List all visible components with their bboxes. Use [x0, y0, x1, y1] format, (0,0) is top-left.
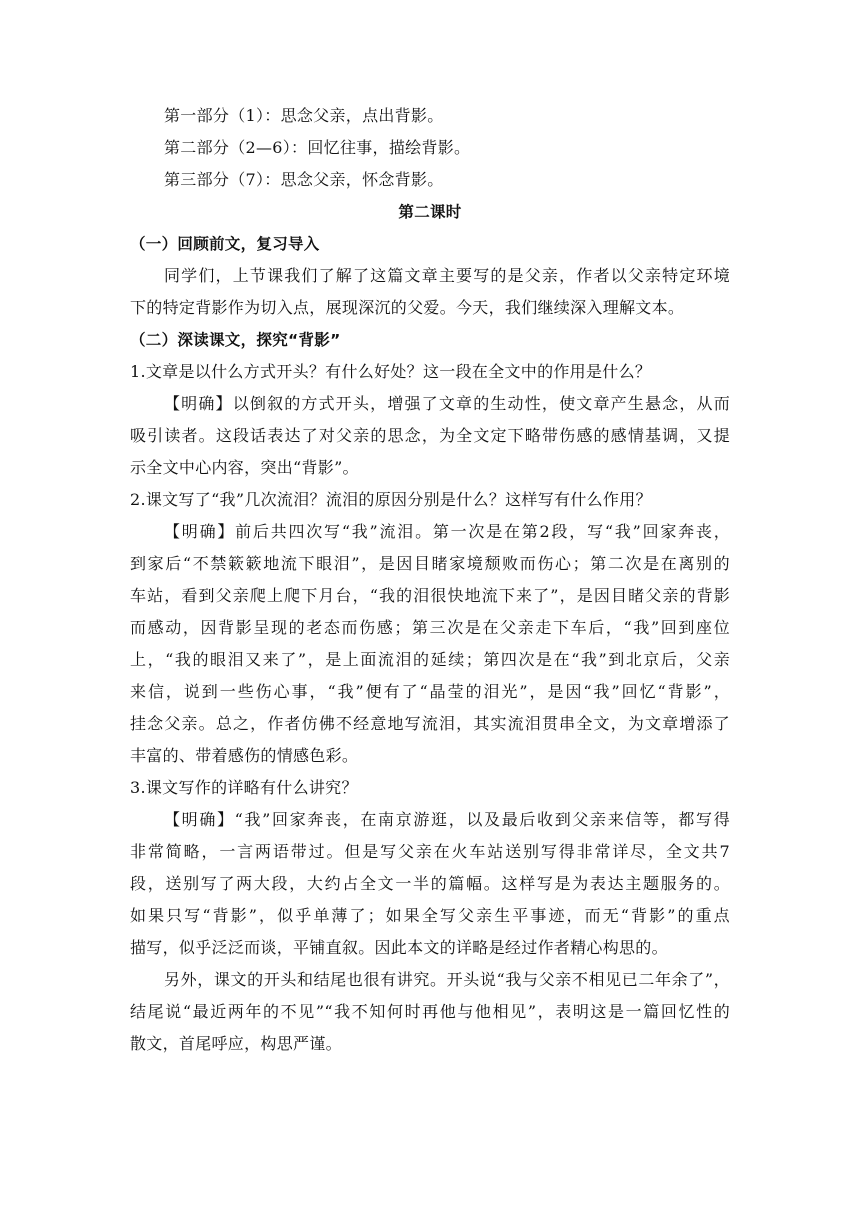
section-heading-deep-reading: （二）深读课文，探究“背影”: [130, 331, 341, 349]
outline-part-2: 第二部分（2—6）：回忆往事，描绘背影。: [164, 138, 471, 157]
answer-3-line: 非常简略，一言两语带过。但是写父亲在火车站送别写得非常详尽，全文共7: [130, 842, 730, 861]
section-heading-review: （一）回顾前文，复习导入: [130, 235, 320, 253]
answer-1-line: 【明确】以倒叙的方式开头，增强了文章的生动性，使文章产生悬念，从而: [164, 394, 730, 413]
outline-part-1: 第一部分（1）：思念父亲，点出背影。: [164, 106, 444, 125]
answer-2-line: 【明确】前后共四次写“我”流泪。第一次是在第2段，写“我”回家奔丧，: [164, 522, 730, 541]
answer-3-line: 段，送别写了两大段，大约占全文一半的篇幅。这样写是为表达主题服务的。: [130, 874, 730, 893]
outline-part-3: 第三部分（7）：思念父亲，怀念背影。: [164, 170, 444, 189]
answer-2-line: 挂念父亲。总之，作者仿佛不经意地写流泪，其实流泪贯串全文，为文章增添了: [130, 714, 730, 733]
question-1: 1.文章是以什么方式开头？有什么好处？这一段在全文中的作用是什么？: [130, 362, 652, 381]
intro-paragraph-line: 下的特定背影作为切入点，展现深沉的父爱。今天，我们继续深入理解文本。: [130, 298, 685, 317]
question-2: 2.课文写了“我”几次流泪？流泪的原因分别是什么？这样写有什么作用？: [130, 490, 652, 509]
answer-2-line: 丰富的、带着感伤的情感色彩。: [130, 746, 359, 765]
extra-paragraph-line: 另外，课文的开头和结尾也很有讲究。开头说“我与父亲不相见已二年余了”，: [164, 970, 730, 989]
answer-2-line: 来信，说到一些伤心事，“我”便有了“晶莹的泪光”，是因“我”回忆“背影”，: [130, 682, 730, 701]
answer-1-line: 吸引读者。这段话表达了对父亲的思念，为全文定下略带伤感的感情基调，又提: [130, 426, 730, 445]
extra-paragraph-line: 散文，首尾呼应，构思严谨。: [130, 1034, 342, 1053]
answer-3-line: 描写，似乎泛泛而谈，平铺直叙。因此本文的详略是经过作者精心构思的。: [130, 938, 668, 957]
answer-3-line: 如果只写“背影”，似乎单薄了；如果全写父亲生平事迹，而无“背影”的重点: [130, 906, 730, 925]
answer-2-line: 而感动，因背影呈现的老态而伤感；第三次是在父亲走下车后，“我”回到座位: [130, 618, 730, 637]
question-3: 3.课文写作的详略有什么讲究？: [130, 778, 358, 797]
extra-paragraph-line: 结尾说“最近两年的不见”“我不知何时再他与他相见”，表明这是一篇回忆性的: [130, 1002, 730, 1021]
intro-paragraph-line: 同学们，上节课我们了解了这篇文章主要写的是父亲，作者以父亲特定环境: [164, 266, 730, 285]
lesson-title: 第二课时: [398, 203, 462, 221]
answer-2-line: 到家后“不禁簌簌地流下眼泪”，是因目睹家境颓败而伤心；第二次是在离别的: [130, 554, 730, 573]
answer-2-line: 车站，看到父亲爬上爬下月台，“我的泪很快地流下来了”，是因目睹父亲的背影: [130, 586, 730, 605]
answer-2-line: 上，“我的眼泪又来了”，是上面流泪的延续；第四次是在“我”到北京后，父亲: [130, 650, 730, 669]
answer-3-line: 【明确】“我”回家奔丧，在南京游逛，以及最后收到父亲来信等，都写得: [164, 810, 730, 829]
document-body: [130, 100, 730, 1060]
answer-1-line: 示全文中心内容，突出“背影”。: [130, 458, 359, 477]
